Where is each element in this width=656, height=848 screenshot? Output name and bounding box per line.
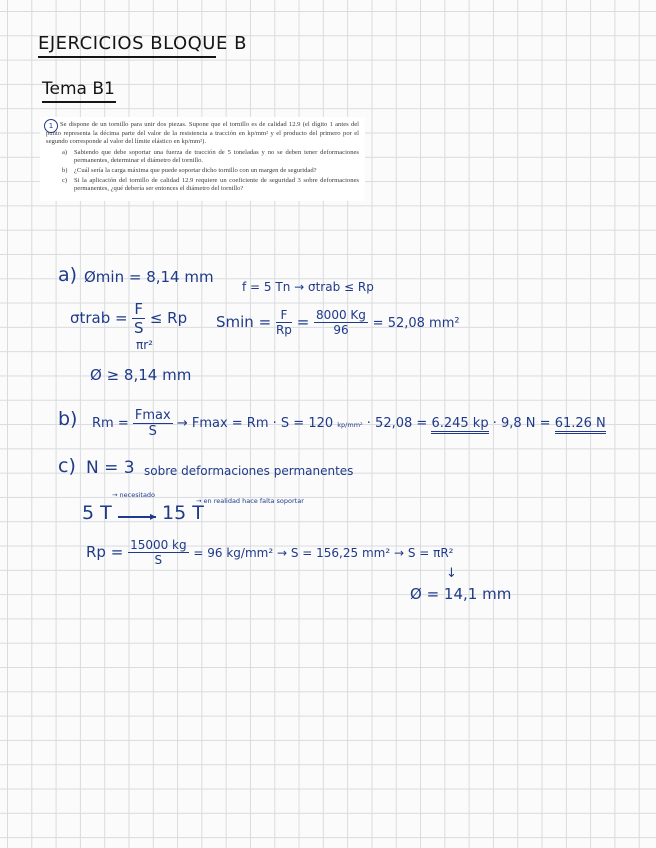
- denominator: S: [148, 424, 157, 439]
- part-a-result: Ømin = 8,14 mm: [84, 268, 214, 286]
- problem-items: [46, 149, 359, 194]
- numerator: 15000 kg: [130, 538, 187, 552]
- page-subtitle: Tema B1: [42, 79, 115, 99]
- part-c-formula: [86, 538, 454, 567]
- fraction: [133, 408, 173, 439]
- problem-statement: [40, 117, 365, 201]
- problem-item: [62, 166, 359, 176]
- rm-lhs: Rm =: [92, 416, 129, 431]
- arrow-head: ▸: [150, 509, 157, 523]
- fraction: [314, 308, 368, 337]
- item-letter: b): [62, 166, 68, 174]
- sigma-lhs: σtrab =: [70, 309, 128, 327]
- rm-middle: → Fmax = Rm · S = 120: [176, 416, 334, 431]
- rm-rest: · 52,08 =: [366, 416, 428, 431]
- f-max-newton: 61.26 N: [555, 416, 606, 434]
- problem-item: [62, 176, 359, 194]
- fraction: [132, 300, 145, 337]
- diameter-result-a: Ø ≥ 8,14 mm: [90, 366, 192, 384]
- problem-intro: Se dispone de un tornillo para unir dos piezas. Supone que el tornillo es de calidad 12.9 (el dígito 1 antes del punto representa la décima parte del valor de la resistencia a tracción en kp/mm² y el producto del primero por el segundo corresponde al valor del límite elástico en kp/mm²).: [46, 121, 359, 146]
- rm-convert: · 9,8 N =: [492, 416, 551, 431]
- s-min-result: = 52,08 mm²: [372, 316, 460, 331]
- part-a-force: f = 5 Tn → σtrab ≤ Rp: [242, 280, 374, 294]
- pi-r-squared: πr²: [136, 338, 153, 352]
- part-b-label: b): [58, 408, 78, 430]
- item-letter: a): [62, 148, 68, 156]
- part-b-formula: [92, 408, 606, 439]
- numerator: F: [134, 300, 144, 318]
- page-title: EJERCICIOS BLOQUE B: [38, 33, 247, 54]
- safety-note: sobre deformaciones permanentes: [144, 464, 354, 478]
- needed-note: → necesitado: [112, 491, 156, 499]
- rp-rhs: = 96 kg/mm² → S = 156,25 mm² → S = πR²: [193, 546, 454, 560]
- load-15t: 15 T: [162, 502, 204, 524]
- actual-note: → en realidad hace falta soportar: [196, 497, 304, 505]
- item-letter: c): [62, 176, 68, 184]
- load-5t: 5 T: [82, 502, 112, 524]
- numerator: Fmax: [134, 408, 171, 423]
- subtitle-underline: [42, 101, 116, 103]
- rm-unit: kp/mm²: [337, 421, 363, 429]
- title-underline: [38, 56, 216, 58]
- f-max-kp: 6.245 kp: [431, 416, 488, 434]
- problem-number: 1: [44, 119, 58, 133]
- down-arrow: ↓: [446, 566, 457, 581]
- fraction: [276, 308, 292, 337]
- problem-item: [62, 148, 359, 166]
- s-min-lhs: Smin =: [216, 313, 272, 331]
- safety-factor: N = 3: [86, 458, 135, 478]
- denominator: S: [133, 319, 144, 337]
- part-a-label: a): [58, 264, 78, 286]
- rp-lhs: Rp =: [86, 543, 124, 561]
- diameter-result-c: Ø = 14,1 mm: [410, 585, 512, 603]
- denominator: S: [154, 553, 163, 567]
- part-c-label: c): [58, 455, 76, 477]
- sigma-rhs: ≤ Rp: [149, 309, 188, 327]
- item-text: Si la aplicación del tornillo de calidad 12.9 requiere un coeficiente de seguridad 3 sobre deformaciones permanentes, ¿qué debería ser entonces el diámetro del tornillo?: [74, 176, 359, 193]
- numerator: 8000 Kg: [316, 308, 366, 322]
- sigma-formula: [70, 300, 187, 337]
- item-text: ¿Cuál sería la carga máxima que puede soportar dicho tornillo con un margen de seguridad?: [74, 166, 317, 174]
- s-min-formula: Smin = $\frac{F}{Rp}$ = $\frac{8000 Kg}{96}$ = 52,08 mm²: [216, 308, 460, 337]
- numerator: F: [276, 308, 292, 323]
- denominator: Rp: [275, 323, 292, 337]
- denominator: 96: [333, 323, 349, 337]
- item-text: Sabiendo que debe soportar una fuerza de tracción de 5 toneladas y no se deben tener deformaciones permanentes, determinar el diámetro del tornillo.: [74, 148, 359, 165]
- fraction: [128, 538, 189, 567]
